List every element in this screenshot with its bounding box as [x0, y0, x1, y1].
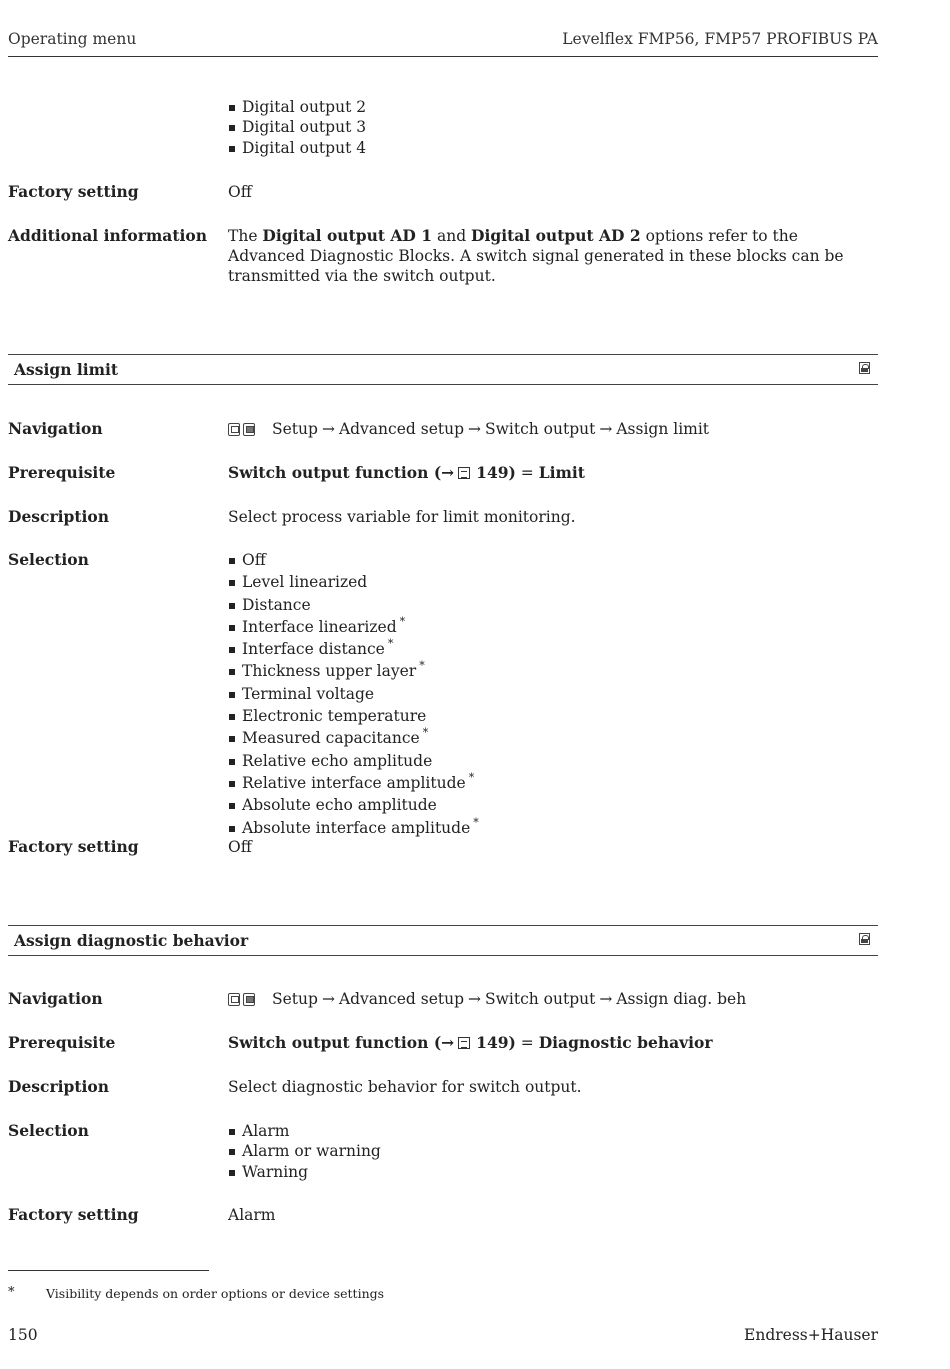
selection-label: Selection — [8, 1121, 89, 1140]
list-item — [228, 572, 868, 594]
prereq-parameter: Switch output function — [228, 463, 429, 482]
lock-icon — [859, 933, 870, 945]
option-text: Thickness upper layer — [242, 662, 417, 681]
option-text: Relative echo amplitude — [242, 751, 433, 770]
addinfo-text-2: and — [432, 227, 472, 245]
footnote-mark: * — [8, 1285, 15, 1300]
additional-info-label: Additional information — [8, 226, 208, 245]
list-item — [228, 706, 868, 728]
header-section-title: Operating menu — [8, 30, 137, 48]
prev-options — [228, 97, 868, 158]
navigation-path — [228, 989, 868, 1010]
navigation-icons — [228, 990, 258, 1010]
selection-options — [228, 550, 868, 840]
prereq-paren: ) — [508, 1033, 516, 1052]
factory-setting-value: Alarm — [228, 1206, 276, 1224]
navigation-icons — [228, 420, 258, 440]
prereq-parameter: Switch output function — [228, 1033, 429, 1052]
section-header-assign-diagnostic-behavior — [8, 925, 878, 956]
list-item — [228, 684, 868, 706]
list-item — [228, 770, 868, 795]
option-text: Off — [242, 551, 266, 569]
footnote-marker: * — [387, 637, 394, 651]
option-text: Absolute interface amplitude — [242, 818, 471, 837]
header-divider — [8, 56, 878, 57]
option-text: Interface linearized — [242, 617, 397, 636]
nav-step: Assign limit — [616, 420, 710, 438]
navigation-label: Navigation — [8, 989, 103, 1008]
option-text: Interface distance — [242, 640, 385, 659]
prereq-paren: ( — [428, 463, 442, 482]
prereq-paren: ( — [428, 1033, 442, 1052]
list-item: Alarm — [228, 1121, 868, 1141]
arrow-right-icon: → — [441, 1033, 455, 1052]
arrow-right-icon: → — [599, 420, 613, 438]
arrow-right-icon: → — [441, 463, 455, 482]
prev-factory-value: Off — [228, 183, 252, 201]
footnote-text: Visibility depends on order options or device settings — [46, 1286, 385, 1301]
list-item — [228, 795, 868, 817]
arrow-right-icon: → — [321, 990, 335, 1008]
section-header-assign-limit — [8, 354, 878, 385]
description-label: Description — [8, 1077, 110, 1096]
section-title: Assign limit — [14, 360, 119, 379]
option-text: Terminal voltage — [242, 684, 375, 703]
list-item: Warning — [228, 1162, 868, 1182]
selection-label: Selection — [8, 550, 89, 569]
nav-step: Setup — [272, 420, 318, 438]
footnote-divider — [8, 1270, 209, 1271]
option-text: Relative interface amplitude — [242, 773, 466, 792]
list-item: Alarm or warning — [228, 1141, 868, 1161]
list-item — [228, 550, 868, 572]
list-item — [228, 595, 868, 617]
arrow-right-icon: → — [321, 420, 335, 438]
additional-info-text — [228, 226, 868, 286]
page-number: 150 — [8, 1326, 38, 1344]
prerequisite-label: Prerequisite — [8, 463, 116, 482]
list-item — [228, 639, 868, 661]
list-item — [228, 614, 868, 639]
nav-step: Setup — [272, 990, 318, 1008]
display-menu-icon — [243, 993, 255, 1006]
expert-menu-icon — [228, 423, 240, 436]
prerequisite-label: Prerequisite — [8, 1033, 116, 1052]
page-reference-link[interactable]: 149 — [476, 463, 509, 482]
prereq-equals: = — [515, 464, 539, 482]
footnote-marker: * — [419, 659, 425, 673]
description-text: Select process variable for limit monitoring. — [228, 508, 576, 526]
option-text: Level linearized — [242, 573, 368, 592]
prerequisite-text — [228, 1033, 868, 1053]
page-reference-icon — [458, 1037, 470, 1049]
list-item — [228, 728, 868, 750]
addinfo-bold-2: Digital output AD 2 — [471, 226, 641, 245]
lock-icon — [859, 362, 870, 374]
option-text: Absolute echo amplitude — [242, 796, 437, 815]
factory-setting-label: Factory setting — [8, 1205, 139, 1224]
prev-factory-label: Factory setting — [8, 182, 139, 201]
prereq-value: Diagnostic behavior — [538, 1033, 713, 1052]
arrow-right-icon: → — [468, 420, 481, 438]
prereq-paren: ) — [508, 463, 516, 482]
description-label: Description — [8, 507, 110, 526]
nav-step: Advanced setup — [338, 420, 464, 438]
page-reference-icon — [458, 467, 470, 479]
factory-setting-label: Factory setting — [8, 837, 139, 856]
addinfo-text-1: The — [228, 227, 263, 245]
selection-options — [228, 1121, 868, 1182]
display-menu-icon — [243, 423, 255, 436]
list-item — [228, 661, 868, 683]
section-title: Assign diagnostic behavior — [14, 931, 249, 950]
nav-step: Switch output — [485, 990, 596, 1008]
prereq-value: Limit — [538, 463, 585, 482]
expert-menu-icon — [228, 993, 240, 1006]
prerequisite-text — [228, 463, 868, 483]
nav-step: Advanced setup — [338, 990, 464, 1008]
option-text: Measured capacitance — [242, 729, 420, 748]
description-text: Select diagnostic behavior for switch output. — [228, 1078, 582, 1096]
option-text: Electronic temperature — [242, 707, 427, 726]
addinfo-bold-1: Digital output AD 1 — [262, 226, 433, 245]
brand-name: Endress+Hauser — [744, 1326, 878, 1344]
prereq-equals: = — [515, 1034, 539, 1052]
navigation-path — [228, 419, 868, 440]
addinfo-text-3: options refer to the Advanced Diagnostic Blocks. A switch signal generated in these blocks can be transmitted via the switch output. — [228, 227, 844, 285]
list-item: Digital output 3 — [228, 117, 868, 137]
nav-step: Switch output — [485, 420, 596, 438]
arrow-right-icon: → — [599, 990, 613, 1008]
option-text: Distance — [242, 595, 311, 614]
footnote-marker: * — [399, 614, 406, 628]
header-product-name: Levelflex FMP56, FMP57 PROFIBUS PA — [562, 30, 878, 48]
footnote-marker: * — [468, 770, 475, 784]
list-item: Digital output 4 — [228, 138, 868, 158]
page-reference-link[interactable]: 149 — [476, 1033, 509, 1052]
footnote-marker: * — [422, 726, 429, 740]
arrow-right-icon: → — [468, 990, 481, 1008]
list-item — [228, 751, 868, 773]
nav-step: Assign diag. beh — [616, 990, 747, 1008]
navigation-label: Navigation — [8, 419, 103, 438]
footnote-marker: * — [473, 815, 479, 829]
list-item: Digital output 2 — [228, 97, 868, 117]
factory-setting-value: Off — [228, 838, 252, 856]
